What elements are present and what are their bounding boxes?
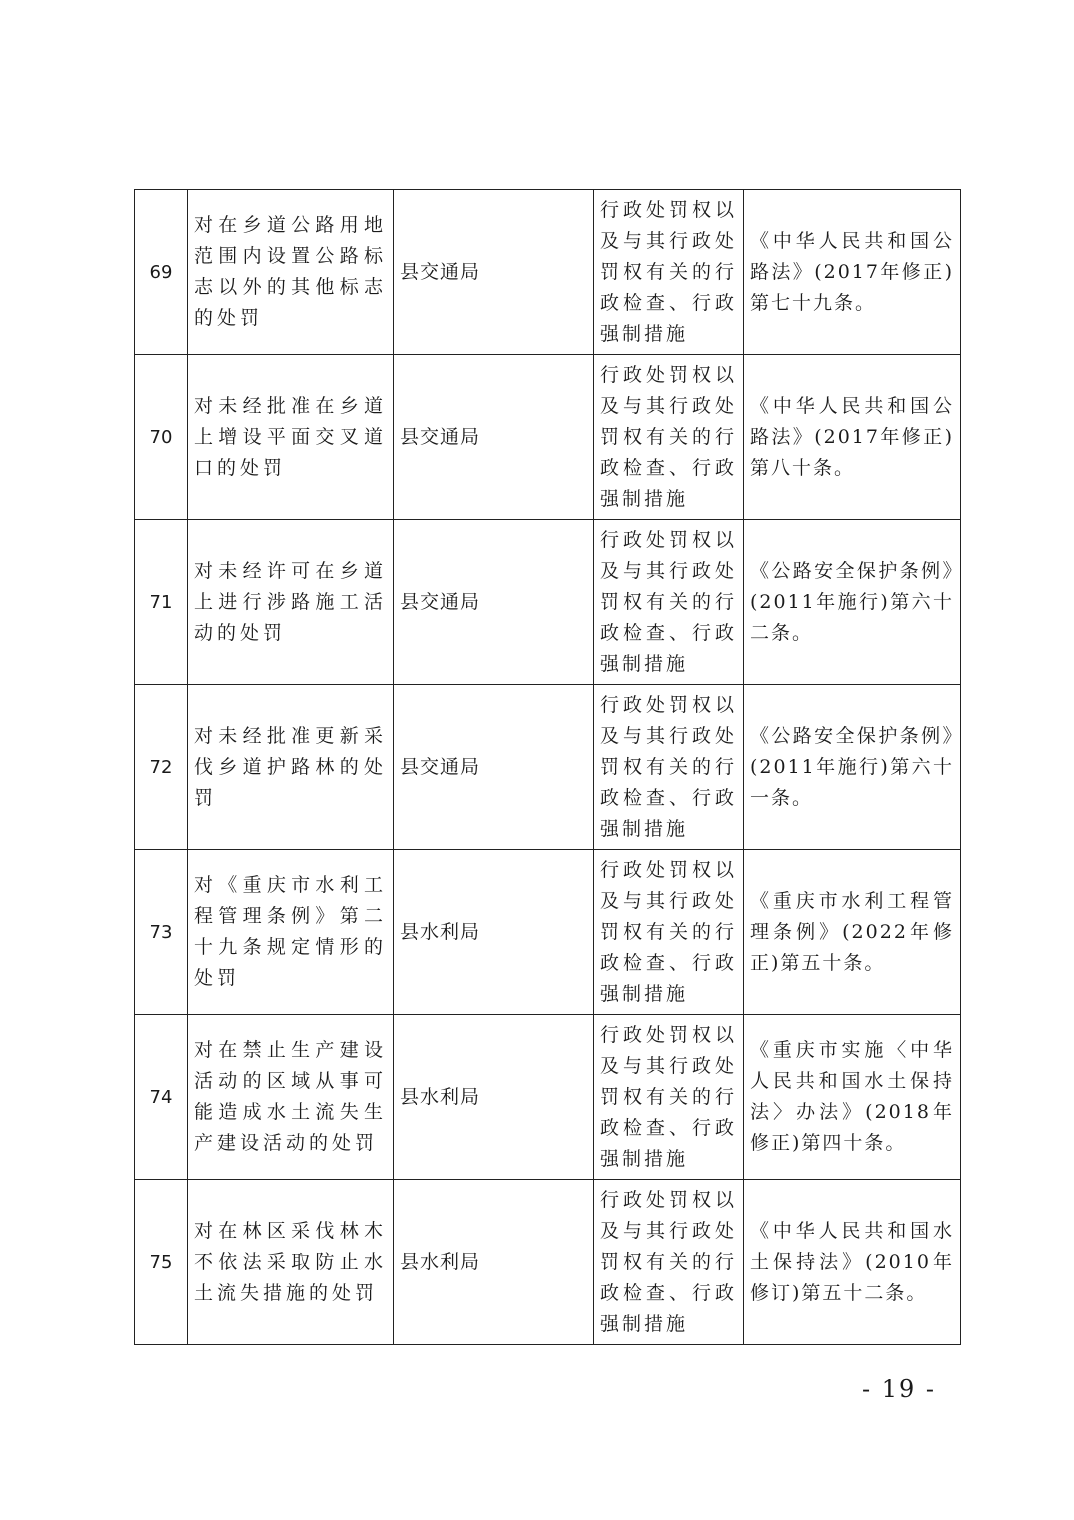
table-row (135, 1180, 961, 1345)
row-number: 69 (135, 190, 188, 355)
table-row (135, 190, 961, 355)
power-type: 行政处罚权以及与其行政处罚权有关的行政检查、行政强制措施 (594, 850, 744, 1015)
department: 县交通局 (394, 190, 594, 355)
power-type: 行政处罚权以及与其行政处罚权有关的行政检查、行政强制措施 (594, 685, 744, 850)
item-name: 对《重庆市水利工程管理条例》第二十九条规定情形的处罚 (188, 850, 394, 1015)
department: 县水利局 (394, 1015, 594, 1180)
row-number: 75 (135, 1180, 188, 1345)
row-number: 72 (135, 685, 188, 850)
power-type: 行政处罚权以及与其行政处罚权有关的行政检查、行政强制措施 (594, 1180, 744, 1345)
legal-basis: 《公路安全保护条例》(2011年施行)第六十一条。 (744, 685, 961, 850)
item-name: 对在林区采伐林木不依法采取防止水土流失措施的处罚 (188, 1180, 394, 1345)
item-name: 对在乡道公路用地范围内设置公路标志以外的其他标志的处罚 (188, 190, 394, 355)
row-number: 70 (135, 355, 188, 520)
item-name: 对未经许可在乡道上进行涉路施工活动的处罚 (188, 520, 394, 685)
table-row (135, 355, 961, 520)
table-row (135, 850, 961, 1015)
item-name: 对未经批准更新采伐乡道护路林的处罚 (188, 685, 394, 850)
item-name: 对在禁止生产建设活动的区域从事可能造成水土流失生产建设活动的处罚 (188, 1015, 394, 1180)
department: 县水利局 (394, 1180, 594, 1345)
power-type: 行政处罚权以及与其行政处罚权有关的行政检查、行政强制措施 (594, 190, 744, 355)
legal-basis: 《中华人民共和国公路法》(2017年修正)第八十条。 (744, 355, 961, 520)
power-type: 行政处罚权以及与其行政处罚权有关的行政检查、行政强制措施 (594, 1015, 744, 1180)
table-row (135, 520, 961, 685)
legal-basis: 《公路安全保护条例》(2011年施行)第六十二条。 (744, 520, 961, 685)
page-number: - 19 - (862, 1375, 937, 1403)
department: 县交通局 (394, 685, 594, 850)
legal-basis: 《重庆市实施〈中华人民共和国水土保持法〉办法》(2018年修正)第四十条。 (744, 1015, 961, 1180)
legal-basis: 《重庆市水利工程管理条例》(2022年修正)第五十条。 (744, 850, 961, 1015)
department: 县交通局 (394, 520, 594, 685)
power-list-table (134, 189, 961, 1345)
table-row (135, 1015, 961, 1180)
power-type: 行政处罚权以及与其行政处罚权有关的行政检查、行政强制措施 (594, 355, 744, 520)
department: 县水利局 (394, 850, 594, 1015)
table-row (135, 685, 961, 850)
legal-basis: 《中华人民共和国水土保持法》(2010年修订)第五十二条。 (744, 1180, 961, 1345)
legal-basis: 《中华人民共和国公路法》(2017年修正)第七十九条。 (744, 190, 961, 355)
row-number: 74 (135, 1015, 188, 1180)
item-name: 对未经批准在乡道上增设平面交叉道口的处罚 (188, 355, 394, 520)
power-type: 行政处罚权以及与其行政处罚权有关的行政检查、行政强制措施 (594, 520, 744, 685)
department: 县交通局 (394, 355, 594, 520)
row-number: 71 (135, 520, 188, 685)
row-number: 73 (135, 850, 188, 1015)
